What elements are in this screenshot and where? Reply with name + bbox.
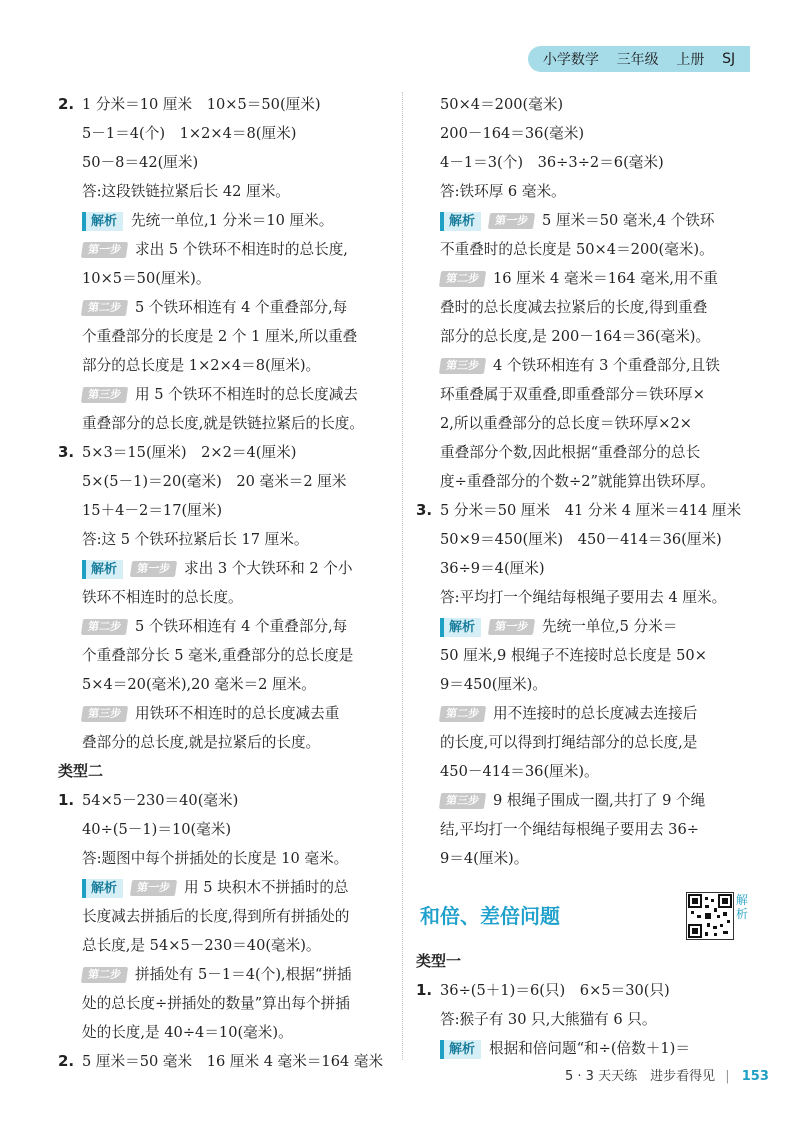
math-line: 36÷(5＋1)＝6(只) 6×5＝30(只) — [440, 982, 670, 999]
header-term: 上册 — [676, 52, 705, 68]
left-column — [58, 90, 388, 1076]
math-line: 40÷(5－1)＝10(毫米) — [82, 821, 232, 838]
step-tag: 第二步 — [81, 967, 128, 983]
math-line: 15＋4－2＝17(厘米) — [82, 502, 223, 519]
answer-line — [58, 786, 388, 815]
analysis-text: 先统一单位,1 分米＝10 厘米。 — [131, 212, 334, 229]
step-text: 50 厘米,9 根绳子不连接时总长度是 50× — [440, 647, 707, 664]
step-text: 求出 5 个铁环不相连时的总长度, — [135, 241, 348, 258]
step-text: 用铁环不相连时的总长度减去重 — [135, 705, 340, 722]
analysis-line — [58, 554, 388, 583]
math-line: 5×(5－1)＝20(毫米) 20 毫米＝2 厘米 — [82, 473, 347, 490]
step-tag: 第二步 — [81, 619, 128, 635]
step-text: 个重叠部分的长度是 2 个 1 厘米,所以重叠 — [82, 328, 358, 345]
math-line: 4－1＝3(个) 36÷3÷2＝6(毫米) — [440, 154, 664, 171]
footer-slogan: 5 · 3 天天练 进步看得见 — [565, 1069, 716, 1084]
answer-sentence: 答:这段铁链拉紧后长 42 厘米。 — [82, 183, 290, 200]
step-text: 环重叠属于双重叠,即重叠部分＝铁环厚× — [440, 386, 705, 403]
step-text: 部分的总长度,是 200－164＝36(毫米)。 — [440, 328, 711, 345]
step-text: 用 5 个铁环不相连时的总长度减去 — [135, 386, 358, 403]
step-tag: 第一步 — [130, 880, 177, 896]
step-text: 的长度,可以得到打绳结部分的总长度,是 — [440, 734, 698, 751]
header-subject: 小学数学 — [542, 52, 599, 68]
answer-sentence: 答:铁环厚 6 毫米。 — [440, 183, 566, 200]
step-text: 9＝4(厘米)。 — [440, 850, 529, 867]
step-text: 先统一单位,5 分米＝ — [542, 618, 678, 635]
step-text: 5 个铁环相连有 4 个重叠部分,每 — [135, 618, 348, 635]
footer-separator: | — [725, 1069, 730, 1084]
step-text: 用 5 块积木不拼插时的总 — [184, 879, 349, 896]
math-line: 50×9＝450(厘米) 450－414＝36(厘米) — [440, 531, 722, 548]
header-edition: SJ — [722, 51, 736, 67]
analysis-text: 根据和倍问题“和÷(倍数＋1)＝ — [489, 1040, 690, 1057]
step-tag: 第二步 — [439, 706, 486, 722]
answer-line — [416, 496, 752, 525]
analysis-tag: 解析 — [82, 560, 123, 579]
right-column-bottom — [416, 947, 752, 1063]
step-line — [416, 699, 752, 728]
step-line — [58, 380, 388, 409]
question-number: 2. — [58, 1052, 75, 1070]
analysis-tag: 解析 — [82, 212, 123, 231]
qr-code-icon[interactable] — [686, 892, 734, 940]
question-number: 1. — [58, 791, 75, 809]
answer-line — [58, 1047, 388, 1076]
step-text: 9＝450(厘米)。 — [440, 676, 547, 693]
step-text: 总长度,是 54×5－230＝40(毫米)。 — [82, 937, 321, 954]
answer-line — [416, 976, 752, 1005]
step-text: 4 个铁环相连有 3 个重叠部分,且铁 — [493, 357, 720, 374]
column-divider — [402, 92, 403, 1060]
answer-sentence: 答:题图中每个拼插处的长度是 10 毫米。 — [82, 850, 349, 867]
question-number: 2. — [58, 95, 75, 113]
step-line — [58, 235, 388, 264]
answer-sentence: 答:平均打一个绳结每根绳子要用去 4 厘米。 — [440, 589, 727, 606]
step-text: 叠部分的总长度,就是拉紧后的长度。 — [82, 734, 321, 751]
analysis-line — [58, 873, 388, 902]
step-text: 求出 3 个大铁环和 2 个小 — [184, 560, 353, 577]
step-line — [416, 264, 752, 293]
type-heading: 类型二 — [58, 762, 104, 780]
section-title: 和倍、差倍问题 — [420, 904, 560, 928]
math-line: 50－8＝42(厘米) — [82, 154, 199, 171]
step-text: 5 厘米＝50 毫米,4 个铁环 — [542, 212, 715, 229]
step-tag: 第三步 — [439, 358, 486, 374]
math-line: 1 分米＝10 厘米 10×5＝50(厘米) — [82, 96, 321, 113]
step-text: 5 个铁环相连有 4 个重叠部分,每 — [135, 299, 348, 316]
step-text: 450－414＝36(厘米)。 — [440, 763, 599, 780]
step-line — [58, 612, 388, 641]
page-footer — [565, 1065, 769, 1084]
step-line — [58, 960, 388, 989]
step-text: 9 根绳子围成一圈,共打了 9 个绳 — [493, 792, 706, 809]
header-grade: 三年级 — [616, 52, 659, 68]
step-text: 5×4＝20(毫米),20 毫米＝2 厘米。 — [82, 676, 316, 693]
math-line: 200－164＝36(毫米) — [440, 125, 585, 142]
step-text: 重叠部分的总长度,就是铁链拉紧后的长度。 — [82, 415, 364, 432]
step-tag: 第一步 — [130, 561, 177, 577]
step-line — [416, 351, 752, 380]
step-line — [58, 699, 388, 728]
qr-code-graphic — [687, 893, 733, 939]
question-number: 1. — [416, 981, 433, 999]
math-line: 5 厘米＝50 毫米 16 厘米 4 毫米＝164 毫米 — [82, 1053, 384, 1070]
analysis-tag: 解析 — [82, 879, 123, 898]
math-line: 5 分米＝50 厘米 41 分米 4 厘米＝414 厘米 — [440, 502, 742, 519]
step-text: 用不连接时的总长度减去连接后 — [493, 705, 698, 722]
step-tag: 第三步 — [81, 706, 128, 722]
step-text: 叠时的总长度减去拉紧后的长度,得到重叠 — [440, 299, 708, 316]
step-text: 10×5＝50(厘米)。 — [82, 270, 211, 287]
step-text: 部分的总长度是 1×2×4＝8(厘米)。 — [82, 357, 321, 374]
question-number: 3. — [416, 501, 433, 519]
step-text: 处的长度,是 40÷4＝10(毫米)。 — [82, 1024, 293, 1041]
step-tag: 第一步 — [81, 242, 128, 258]
step-text: 长度减去拼插后的长度,得到所有拼插处的 — [82, 908, 350, 925]
step-text: 2,所以重叠部分的总长度＝铁环厚×2× — [440, 415, 692, 432]
step-text: 处的总长度÷拼插处的数量”算出每个拼插 — [82, 995, 350, 1012]
step-line — [416, 786, 752, 815]
math-line: 5－1＝4(个) 1×2×4＝8(厘米) — [82, 125, 297, 142]
step-tag: 第二步 — [439, 271, 486, 287]
analysis-line — [416, 1034, 752, 1063]
step-tag: 第一步 — [488, 619, 535, 635]
header-subject-pill — [528, 46, 750, 72]
answer-line — [58, 438, 388, 467]
page-number: 153 — [741, 1069, 769, 1084]
math-line: 50×4＝200(毫米) — [440, 96, 564, 113]
type-heading: 类型一 — [416, 952, 462, 970]
math-line: 36÷9＝4(厘米) — [440, 560, 545, 577]
math-line: 5×3＝15(厘米) 2×2＝4(厘米) — [82, 444, 297, 461]
answer-line — [58, 90, 388, 119]
step-text: 重叠部分个数,因此根据“重叠部分的总长 — [440, 444, 701, 461]
step-text: 结,平均打一个绳结每根绳子要用去 36÷ — [440, 821, 699, 838]
analysis-tag: 解析 — [440, 618, 481, 637]
answer-sentence: 答:这 5 个铁环拉紧后长 17 厘米。 — [82, 531, 309, 548]
step-text: 度÷重叠部分的个数÷2”就能算出铁环厚。 — [440, 473, 715, 490]
step-tag: 第一步 — [488, 213, 535, 229]
qr-label: 解析 — [736, 893, 749, 921]
step-tag: 第三步 — [81, 387, 128, 403]
analysis-tag: 解析 — [440, 212, 481, 231]
math-line: 54×5－230＝40(毫米) — [82, 792, 239, 809]
step-text: 拼插处有 5－1＝4(个),根据“拼插 — [135, 966, 352, 983]
step-text: 铁环不相连时的总长度。 — [82, 589, 243, 606]
analysis-tag: 解析 — [440, 1040, 481, 1059]
answer-sentence: 答:猴子有 30 只,大熊猫有 6 只。 — [440, 1011, 657, 1028]
analysis-line — [416, 612, 752, 641]
step-tag: 第三步 — [439, 793, 486, 809]
analysis-line — [58, 206, 388, 235]
analysis-line — [416, 206, 752, 235]
step-text: 16 厘米 4 毫米＝164 毫米,用不重 — [493, 270, 718, 287]
question-number: 3. — [58, 443, 75, 461]
step-line — [58, 293, 388, 322]
step-text: 个重叠部分长 5 毫米,重叠部分的总长度是 — [82, 647, 354, 664]
step-text: 不重叠时的总长度是 50×4＝200(毫米)。 — [440, 241, 714, 258]
right-column — [416, 90, 752, 873]
step-tag: 第二步 — [81, 300, 128, 316]
